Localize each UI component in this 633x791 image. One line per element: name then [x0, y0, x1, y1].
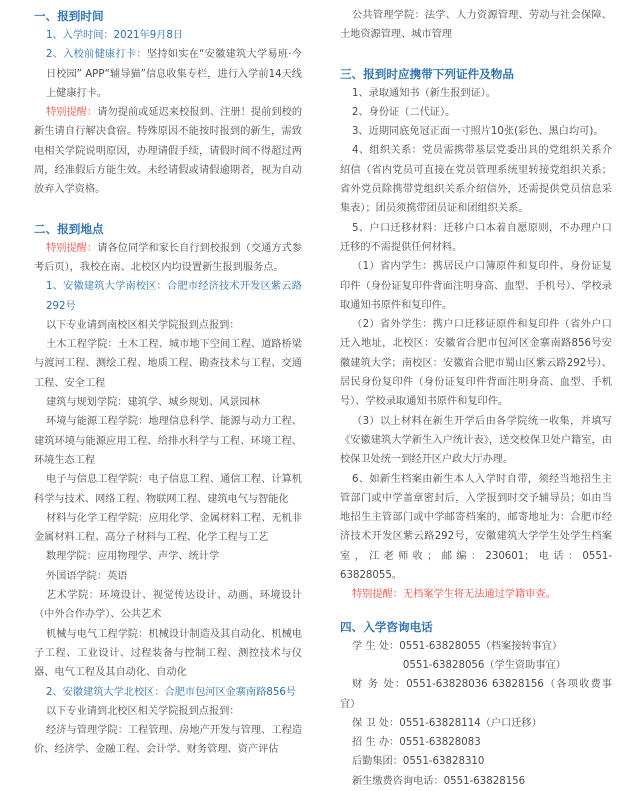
- south-campus-address: 1、安徽建筑大学南校区：合肥市经济技术开发区紫云路292号: [46, 281, 302, 312]
- health-checkin-label: 2、入校前健康打卡：: [46, 49, 147, 61]
- enrollment-date: 1、入学时间：2021年9月8日: [46, 30, 184, 41]
- south-major-civil: 土木工程学院：土木工程、城市地下空间工程、道路桥梁与渡河工程、测绘工程、地质工程、勘查技术与工程、交通工程、安全工程: [34, 339, 302, 389]
- south-major-materials: 材料与化学工程学院：应用化学、金属材料工程、无机非金属材料工程、高分子材料与工程、化学工程与工艺: [34, 512, 302, 544]
- south-major-environment: 环境与能源工程学院：地理信息科学、能源与动力工程、建筑环境与能源应用工程、给排水科学与工程、环境工程、环境生态工程: [34, 416, 302, 466]
- contact-finance: 财 务 处：0551-63828036 63828156（各项收费事宜）: [340, 679, 612, 710]
- household-processing: （3）以上材料在新生开学后由各学院统一收集，并填写《安徽建筑大学新生入户统计表》，送交校保卫处户籍室，由校保卫处统一到经开区户政大厅办理。: [340, 415, 612, 466]
- south-major-foreign-languages: 外国语学院：英语: [46, 570, 128, 582]
- section-2-title: 二、报到地点: [34, 221, 104, 236]
- required-item-id-card: 2、身份证（二代证）。: [352, 106, 456, 118]
- left-column: [34, 6, 302, 760]
- spacer: [340, 45, 612, 64]
- north-major-economics: 经济与管理学院：工程管理、房地产开发与管理、工程造价、经济学、金融工程、会计学、财务管理、资产评估: [34, 725, 302, 756]
- notice-text: 请各位同学和家长自行到校报到（交通方式参考后页），我校在南、北校区内均设置新生报到服务点。: [34, 242, 303, 273]
- south-major-mechanical: 机械与电气工程学院：机械设计制造及其自动化、机械电子工程、工业设计、过程装备与控制工程、测控技术与仪器、电气工程及其自动化、自动化: [34, 628, 302, 679]
- north-major-public-management: 公共管理学院：法学、人力资源管理、劳动与社会保障、土地资源管理、城市管理: [340, 10, 612, 41]
- section-1-title: 一、报到时间: [34, 9, 104, 23]
- required-item-organization: 4、组织关系：党员需携带基层党委出具的党组织关系介绍信（省内党员可直接在党员管理系统里转接党组织关系；省外党员除携带党组织关系介绍信外，还需提供党员信息采集表）；团员须携带团员证和团组织关系。: [340, 145, 612, 215]
- household-in-province: （1）省内学生：携居民户口簿原件和复印件、身份证复印件（身份证复印件背面注明身高、血型、手机号）、学校录取通知书原件和复印件。: [340, 261, 612, 311]
- right-column: [340, 6, 612, 791]
- required-item-photos: 3、近期同底免冠正面一寸照片10张(彩色、黑白均可)。: [352, 126, 604, 138]
- notice-label: 特别提醒：: [352, 589, 403, 601]
- contact-student-aid: 0551-63828056（学生资助事宜）: [352, 659, 566, 671]
- notice-text: 请勿提前或延迟来校报到、注册！提前到校的新生请自行解决食宿。特殊原因不能按时报到的新生，需致电相关学院说明原因，办理请假手续，请假时间不得超过两周，经准假后方能生效。未经请假或请假逾期者，视为自动放弃入学资格。: [34, 107, 303, 196]
- health-checkin-text: 坚持如实在“安徽建筑大学易班·今日校园” APP“辅导猫”信息收集专栏，进行入学前14天线上健康打卡。: [46, 49, 302, 99]
- south-major-electronics: 电子与信息工程学院：电子信息工程、通信工程、计算机科学与技术、网络工程、物联网工程、建筑电气与智能化: [34, 474, 302, 505]
- section-4-title: 四、入学咨询电话: [340, 619, 433, 634]
- contact-logistics: 后勤集团：0551-63828310: [352, 756, 485, 768]
- spacer: [34, 200, 302, 219]
- north-campus-intro: 以下专业请到北校区相关学院报到点报到：: [46, 705, 240, 717]
- south-campus-intro: 以下专业请到南校区相关学院报到点报到：: [46, 319, 240, 331]
- household-out-province: （2）省外学生：携户口迁移证原件和复印件（省外户口迁入地址，北校区：安徽省合肥市包河区金寨南路856号安徽建筑大学；南校区：安徽省合肥市蜀山区紫云路292号）、居民身份复印件（身份证复印件背面注明身高、血型、手机号）、学校录取通知书原件和复印件。: [340, 319, 612, 408]
- required-item-admission-letter: 1、录取通知书（新生报到证）。: [352, 87, 497, 99]
- required-item-household: 5、户口迁移材料：迁移户口本着自愿原则，不办理户口迁移的不需提供任何材料。: [340, 222, 612, 253]
- notice-label: 特别提醒：: [46, 107, 98, 119]
- contact-fee-inquiry: 新生缴费咨询电话：0551-63828156: [352, 775, 526, 787]
- notice-text: 无档案学生将无法通过学籍审查。: [402, 589, 556, 601]
- archive-notice: [340, 585, 612, 604]
- south-major-science: 数理学院：应用物理学、声学、统计学: [46, 551, 220, 563]
- contact-security: 保 卫 处：0551-63828114（户口迁移）: [352, 717, 542, 729]
- contact-admissions: 招 生 办：0551-63828083: [352, 737, 481, 749]
- notice-label: 特别提醒：: [46, 242, 98, 254]
- south-major-architecture: 建筑与规划学院：建筑学、城乡规划、风景园林: [46, 397, 260, 409]
- section-2-notice: [34, 239, 302, 278]
- student-archive: 6、如新生档案由新生本人入学时自带，须经当地招生主管部门或中学盖章密封后，入学报到时交予辅导员；如由当地招生主管部门或中学邮寄档案的，邮寄地址为：合肥市经济技术开发区紫云路292号，安徽建筑大学学生处学生档案室，江老师收；邮编：230601；电话：0551-63828055。: [340, 473, 612, 582]
- south-major-art: 艺术学院：环境设计、视觉传达设计、动画、环境设计（中外合作办学）、公共艺术: [34, 590, 302, 621]
- health-checkin: [34, 45, 302, 103]
- spacer: [340, 605, 612, 617]
- section-1-notice: [34, 103, 302, 199]
- contact-student-affairs: 学 生 处：0551-63828055（档案接转事宜）: [352, 640, 563, 652]
- section-3-title: 三、报到时应携带下列证件及物品: [340, 66, 514, 81]
- north-campus-address: 2、安徽建筑大学北校区：合肥市包河区金寨南路856号: [46, 686, 297, 698]
